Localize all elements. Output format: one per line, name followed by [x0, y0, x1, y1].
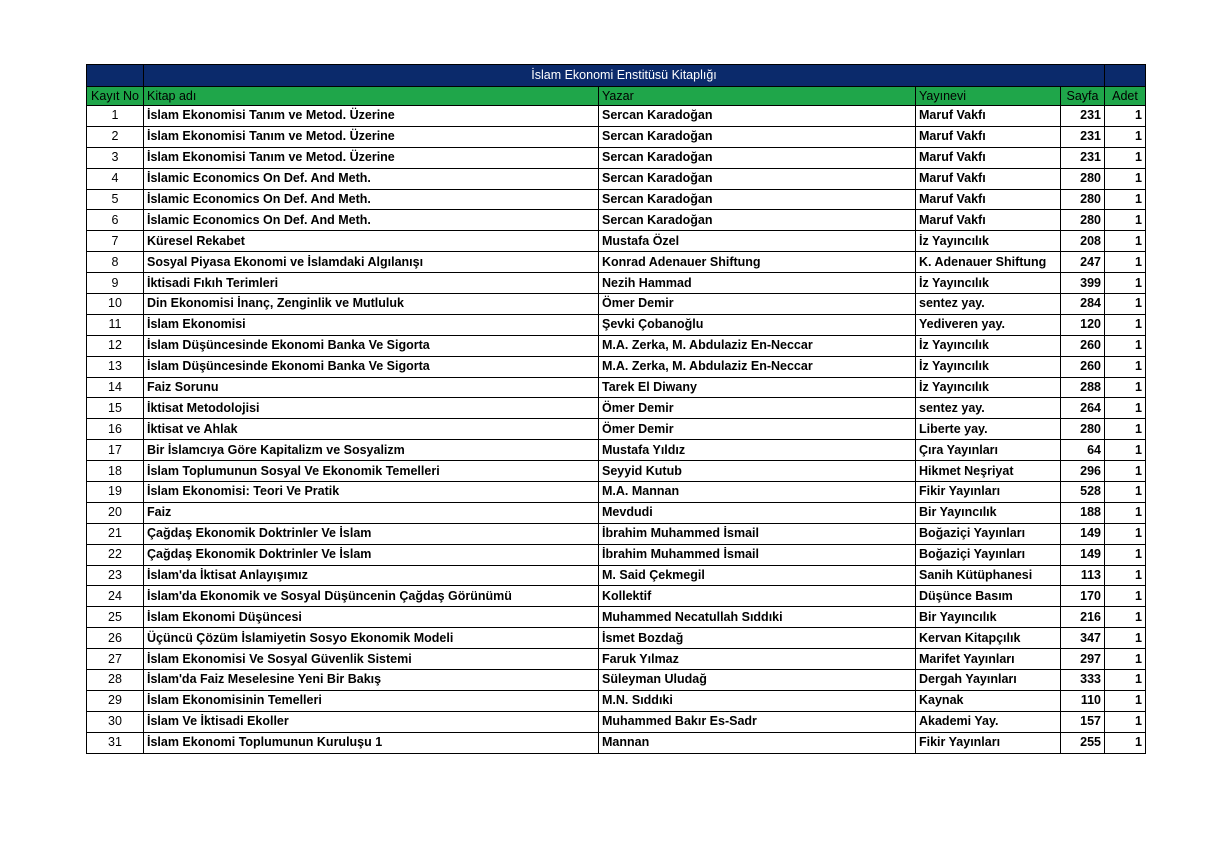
table-row — [87, 732, 1146, 753]
pages-cell: 260 — [1061, 356, 1105, 377]
pages-cell: 297 — [1061, 649, 1105, 670]
pages-cell: 347 — [1061, 628, 1105, 649]
publisher-cell: Maruf Vakfı — [916, 189, 1061, 210]
publisher-cell: Maruf Vakfı — [916, 168, 1061, 189]
publisher-cell: Bir Yayıncılık — [916, 502, 1061, 523]
quantity-cell: 1 — [1105, 732, 1146, 753]
pages-cell: 157 — [1061, 711, 1105, 732]
header-author: Yazar — [599, 87, 916, 106]
table-row — [87, 210, 1146, 231]
quantity-cell: 1 — [1105, 711, 1146, 732]
publisher-cell: Liberte yay. — [916, 419, 1061, 440]
author-cell: Sercan Karadoğan — [599, 147, 916, 168]
quantity-cell: 1 — [1105, 377, 1146, 398]
quantity-cell: 1 — [1105, 461, 1146, 482]
publisher-cell: İz Yayıncılık — [916, 335, 1061, 356]
pages-cell: 247 — [1061, 252, 1105, 273]
book-title-cell: Faiz — [144, 502, 599, 523]
record-no-cell: 26 — [87, 628, 144, 649]
book-title-cell: İslam Düşüncesinde Ekonomi Banka Ve Sigorta — [144, 335, 599, 356]
pages-cell: 110 — [1061, 690, 1105, 711]
record-no-cell: 16 — [87, 419, 144, 440]
record-no-cell: 21 — [87, 523, 144, 544]
pages-cell: 280 — [1061, 210, 1105, 231]
pages-cell: 231 — [1061, 147, 1105, 168]
quantity-cell: 1 — [1105, 523, 1146, 544]
author-cell: Ömer Demir — [599, 294, 916, 315]
author-cell: Tarek El Diwany — [599, 377, 916, 398]
quantity-cell: 1 — [1105, 168, 1146, 189]
record-no-cell: 9 — [87, 273, 144, 294]
pages-cell: 208 — [1061, 231, 1105, 252]
book-title-cell: İslam'da Faiz Meselesine Yeni Bir Bakış — [144, 670, 599, 691]
author-cell: Mustafa Özel — [599, 231, 916, 252]
quantity-cell: 1 — [1105, 482, 1146, 503]
author-cell: Faruk Yılmaz — [599, 649, 916, 670]
publisher-cell: İz Yayıncılık — [916, 377, 1061, 398]
table-row — [87, 544, 1146, 565]
author-cell: Muhammed Bakır Es-Sadr — [599, 711, 916, 732]
book-title-cell: İslamic Economics On Def. And Meth. — [144, 210, 599, 231]
author-cell: Sercan Karadoğan — [599, 126, 916, 147]
pages-cell: 333 — [1061, 670, 1105, 691]
quantity-cell: 1 — [1105, 628, 1146, 649]
pages-cell: 149 — [1061, 544, 1105, 565]
table-row — [87, 649, 1146, 670]
publisher-cell: sentez yay. — [916, 294, 1061, 315]
book-title-cell: İslamic Economics On Def. And Meth. — [144, 168, 599, 189]
table-row — [87, 440, 1146, 461]
header-book-title: Kitap adı — [144, 87, 599, 106]
author-cell: M. Said Çekmegil — [599, 565, 916, 586]
publisher-cell: Dergah Yayınları — [916, 670, 1061, 691]
publisher-cell: Fikir Yayınları — [916, 482, 1061, 503]
record-no-cell: 29 — [87, 690, 144, 711]
table-row — [87, 168, 1146, 189]
table-row — [87, 398, 1146, 419]
author-cell: Seyyid Kutub — [599, 461, 916, 482]
book-title-cell: İslam'da İktisat Anlayışımız — [144, 565, 599, 586]
book-title-cell: Din Ekonomisi İnanç, Zenginlik ve Mutluluk — [144, 294, 599, 315]
record-no-cell: 31 — [87, 732, 144, 753]
quantity-cell: 1 — [1105, 607, 1146, 628]
author-cell: Muhammed Necatullah Sıddıki — [599, 607, 916, 628]
author-cell: Mustafa Yıldız — [599, 440, 916, 461]
author-cell: İbrahim Muhammed İsmail — [599, 544, 916, 565]
author-cell: Sercan Karadoğan — [599, 106, 916, 127]
quantity-cell: 1 — [1105, 544, 1146, 565]
author-cell: Konrad Adenauer Shiftung — [599, 252, 916, 273]
publisher-cell: Boğaziçi Yayınları — [916, 523, 1061, 544]
book-title-cell: İktisat ve Ahlak — [144, 419, 599, 440]
record-no-cell: 11 — [87, 314, 144, 335]
table-row — [87, 106, 1146, 127]
author-cell: Ömer Demir — [599, 419, 916, 440]
record-no-cell: 27 — [87, 649, 144, 670]
title-blank-cell — [87, 65, 144, 87]
publisher-cell: sentez yay. — [916, 398, 1061, 419]
table-row — [87, 252, 1146, 273]
publisher-cell: İz Yayıncılık — [916, 273, 1061, 294]
author-cell: Nezih Hammad — [599, 273, 916, 294]
pages-cell: 188 — [1061, 502, 1105, 523]
table-row — [87, 523, 1146, 544]
table-row — [87, 356, 1146, 377]
quantity-cell: 1 — [1105, 231, 1146, 252]
book-title-cell: İslam'da Ekonomik ve Sosyal Düşüncenin Çağdaş Görünümü — [144, 586, 599, 607]
pages-cell: 64 — [1061, 440, 1105, 461]
record-no-cell: 13 — [87, 356, 144, 377]
pages-cell: 264 — [1061, 398, 1105, 419]
table-body — [87, 106, 1146, 754]
book-title-cell: Küresel Rekabet — [144, 231, 599, 252]
table-title: İslam Ekonomi Enstitüsü Kitaplığı — [144, 65, 1105, 87]
quantity-cell: 1 — [1105, 440, 1146, 461]
table-row — [87, 126, 1146, 147]
author-cell: Sercan Karadoğan — [599, 189, 916, 210]
author-cell: Süleyman Uludağ — [599, 670, 916, 691]
publisher-cell: Kaynak — [916, 690, 1061, 711]
pages-cell: 170 — [1061, 586, 1105, 607]
record-no-cell: 4 — [87, 168, 144, 189]
quantity-cell: 1 — [1105, 335, 1146, 356]
book-title-cell: İslam Düşüncesinde Ekonomi Banka Ve Sigorta — [144, 356, 599, 377]
publisher-cell: Maruf Vakfı — [916, 106, 1061, 127]
table-row — [87, 482, 1146, 503]
book-title-cell: İktisadi Fıkıh Terimleri — [144, 273, 599, 294]
record-no-cell: 28 — [87, 670, 144, 691]
pages-cell: 216 — [1061, 607, 1105, 628]
pages-cell: 399 — [1061, 273, 1105, 294]
pages-cell: 260 — [1061, 335, 1105, 356]
record-no-cell: 15 — [87, 398, 144, 419]
quantity-cell: 1 — [1105, 586, 1146, 607]
pages-cell: 120 — [1061, 314, 1105, 335]
header-pages: Sayfa — [1061, 87, 1105, 106]
publisher-cell: Düşünce Basım — [916, 586, 1061, 607]
author-cell: M.A. Mannan — [599, 482, 916, 503]
book-title-cell: İslam Ekonomi Toplumunun Kuruluşu 1 — [144, 732, 599, 753]
author-cell: İbrahim Muhammed İsmail — [599, 523, 916, 544]
header-quantity: Adet — [1105, 87, 1146, 106]
pages-cell: 296 — [1061, 461, 1105, 482]
quantity-cell: 1 — [1105, 670, 1146, 691]
author-cell: İsmet Bozdağ — [599, 628, 916, 649]
record-no-cell: 10 — [87, 294, 144, 315]
table-row — [87, 377, 1146, 398]
record-no-cell: 3 — [87, 147, 144, 168]
quantity-cell: 1 — [1105, 147, 1146, 168]
table-row — [87, 273, 1146, 294]
pages-cell: 255 — [1061, 732, 1105, 753]
record-no-cell: 17 — [87, 440, 144, 461]
record-no-cell: 18 — [87, 461, 144, 482]
record-no-cell: 30 — [87, 711, 144, 732]
book-title-cell: İslam Ve İktisadi Ekoller — [144, 711, 599, 732]
title-blank-cell — [1105, 65, 1146, 87]
pages-cell: 280 — [1061, 419, 1105, 440]
pages-cell: 280 — [1061, 189, 1105, 210]
record-no-cell: 20 — [87, 502, 144, 523]
book-title-cell: İslamic Economics On Def. And Meth. — [144, 189, 599, 210]
record-no-cell: 1 — [87, 106, 144, 127]
record-no-cell: 12 — [87, 335, 144, 356]
publisher-cell: Sanih Kütüphanesi — [916, 565, 1061, 586]
book-title-cell: Üçüncü Çözüm İslamiyetin Sosyo Ekonomik Modeli — [144, 628, 599, 649]
table-row — [87, 607, 1146, 628]
book-title-cell: İslam Ekonomisi Tanım ve Metod. Üzerine — [144, 106, 599, 127]
publisher-cell: İz Yayıncılık — [916, 356, 1061, 377]
quantity-cell: 1 — [1105, 690, 1146, 711]
publisher-cell: Fikir Yayınları — [916, 732, 1061, 753]
pages-cell: 149 — [1061, 523, 1105, 544]
quantity-cell: 1 — [1105, 419, 1146, 440]
quantity-cell: 1 — [1105, 273, 1146, 294]
table-row — [87, 586, 1146, 607]
publisher-cell: Marifet Yayınları — [916, 649, 1061, 670]
header-row — [87, 87, 1146, 106]
publisher-cell: K. Adenauer Shiftung — [916, 252, 1061, 273]
book-title-cell: İslam Toplumunun Sosyal Ve Ekonomik Temelleri — [144, 461, 599, 482]
record-no-cell: 22 — [87, 544, 144, 565]
publisher-cell: Bir Yayıncılık — [916, 607, 1061, 628]
quantity-cell: 1 — [1105, 189, 1146, 210]
book-title-cell: İslam Ekonomisi — [144, 314, 599, 335]
quantity-cell: 1 — [1105, 398, 1146, 419]
publisher-cell: Yediveren yay. — [916, 314, 1061, 335]
book-title-cell: İslam Ekonomisi Ve Sosyal Güvenlik Sistemi — [144, 649, 599, 670]
book-title-cell: İslam Ekonomisi: Teori Ve Pratik — [144, 482, 599, 503]
record-no-cell: 6 — [87, 210, 144, 231]
author-cell: Şevki Çobanoğlu — [599, 314, 916, 335]
quantity-cell: 1 — [1105, 649, 1146, 670]
quantity-cell: 1 — [1105, 314, 1146, 335]
publisher-cell: Boğaziçi Yayınları — [916, 544, 1061, 565]
record-no-cell: 5 — [87, 189, 144, 210]
table-row — [87, 711, 1146, 732]
book-title-cell: Çağdaş Ekonomik Doktrinler Ve İslam — [144, 544, 599, 565]
record-no-cell: 25 — [87, 607, 144, 628]
quantity-cell: 1 — [1105, 565, 1146, 586]
author-cell: M.A. Zerka, M. Abdulaziz En-Neccar — [599, 335, 916, 356]
book-title-cell: Faiz Sorunu — [144, 377, 599, 398]
record-no-cell: 7 — [87, 231, 144, 252]
quantity-cell: 1 — [1105, 210, 1146, 231]
pages-cell: 284 — [1061, 294, 1105, 315]
title-row — [87, 65, 1146, 87]
table-row — [87, 231, 1146, 252]
table-row — [87, 670, 1146, 691]
publisher-cell: Çıra Yayınları — [916, 440, 1061, 461]
table-row — [87, 628, 1146, 649]
pages-cell: 231 — [1061, 126, 1105, 147]
record-no-cell: 23 — [87, 565, 144, 586]
pages-cell: 231 — [1061, 106, 1105, 127]
author-cell: M.A. Zerka, M. Abdulaziz En-Neccar — [599, 356, 916, 377]
author-cell: M.N. Sıddıki — [599, 690, 916, 711]
header-record-no: Kayıt No — [87, 87, 144, 106]
pages-cell: 288 — [1061, 377, 1105, 398]
author-cell: Ömer Demir — [599, 398, 916, 419]
table-row — [87, 314, 1146, 335]
book-title-cell: İslam Ekonomisi Tanım ve Metod. Üzerine — [144, 147, 599, 168]
quantity-cell: 1 — [1105, 294, 1146, 315]
publisher-cell: Maruf Vakfı — [916, 147, 1061, 168]
author-cell: Mannan — [599, 732, 916, 753]
quantity-cell: 1 — [1105, 502, 1146, 523]
publisher-cell: İz Yayıncılık — [916, 231, 1061, 252]
table-row — [87, 690, 1146, 711]
table-row — [87, 335, 1146, 356]
publisher-cell: Maruf Vakfı — [916, 126, 1061, 147]
book-title-cell: İslam Ekonomisi Tanım ve Metod. Üzerine — [144, 126, 599, 147]
publisher-cell: Kervan Kitapçılık — [916, 628, 1061, 649]
pages-cell: 280 — [1061, 168, 1105, 189]
author-cell: Sercan Karadoğan — [599, 168, 916, 189]
table-row — [87, 565, 1146, 586]
author-cell: Sercan Karadoğan — [599, 210, 916, 231]
pages-cell: 113 — [1061, 565, 1105, 586]
record-no-cell: 14 — [87, 377, 144, 398]
book-title-cell: İktisat Metodolojisi — [144, 398, 599, 419]
library-table — [86, 64, 1146, 754]
header-publisher: Yayınevi — [916, 87, 1061, 106]
record-no-cell: 24 — [87, 586, 144, 607]
quantity-cell: 1 — [1105, 106, 1146, 127]
table-row — [87, 294, 1146, 315]
record-no-cell: 2 — [87, 126, 144, 147]
book-title-cell: Çağdaş Ekonomik Doktrinler Ve İslam — [144, 523, 599, 544]
publisher-cell: Maruf Vakfı — [916, 210, 1061, 231]
publisher-cell: Akademi Yay. — [916, 711, 1061, 732]
quantity-cell: 1 — [1105, 126, 1146, 147]
record-no-cell: 19 — [87, 482, 144, 503]
table-row — [87, 419, 1146, 440]
book-title-cell: Sosyal Piyasa Ekonomi ve İslamdaki Algılanışı — [144, 252, 599, 273]
book-title-cell: Bir İslamcıya Göre Kapitalizm ve Sosyalizm — [144, 440, 599, 461]
quantity-cell: 1 — [1105, 252, 1146, 273]
table-row — [87, 502, 1146, 523]
table-row — [87, 147, 1146, 168]
table-row — [87, 189, 1146, 210]
table-row — [87, 461, 1146, 482]
publisher-cell: Hikmet Neşriyat — [916, 461, 1061, 482]
author-cell: Mevdudi — [599, 502, 916, 523]
author-cell: Kollektif — [599, 586, 916, 607]
book-title-cell: İslam Ekonomi Düşüncesi — [144, 607, 599, 628]
pages-cell: 528 — [1061, 482, 1105, 503]
quantity-cell: 1 — [1105, 356, 1146, 377]
record-no-cell: 8 — [87, 252, 144, 273]
book-title-cell: İslam Ekonomisinin Temelleri — [144, 690, 599, 711]
